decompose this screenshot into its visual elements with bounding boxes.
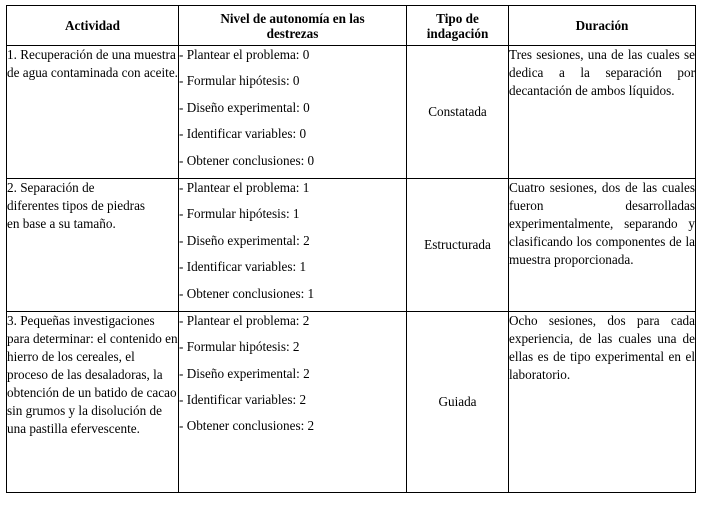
nivel-cell	[179, 311, 407, 492]
nivel-item: - Obtener conclusiones: 1	[179, 285, 315, 301]
actividad-cell: 2. Separación de diferentes tipos de piedras en base a su tamaño.	[7, 178, 179, 311]
nivel-item: - Identificar variables: 1	[179, 259, 307, 275]
header-duracion: Duración	[509, 6, 696, 46]
header-row	[7, 6, 696, 46]
table-row	[7, 178, 696, 311]
activities-table	[6, 5, 696, 493]
duracion-cell: Ocho sesiones, dos para cada experiencia, de las cuales una de ellas es de tipo experimental en el laboratorio.	[509, 311, 696, 492]
nivel-item: - Identificar variables: 2	[179, 392, 307, 408]
tipo-cell: Estructurada	[407, 178, 509, 311]
nivel-item: - Obtener conclusiones: 0	[179, 152, 315, 168]
nivel-cell	[179, 178, 407, 311]
nivel-item: - Formular hipótesis: 0	[179, 73, 300, 89]
nivel-item: - Obtener conclusiones: 2	[179, 418, 315, 434]
nivel-item: - Formular hipótesis: 2	[179, 339, 300, 355]
nivel-item: - Diseño experimental: 2	[179, 232, 310, 248]
duracion-cell: Tres sesiones, una de las cuales se dedica a la separación por decantación de ambos líquidos.	[509, 46, 696, 179]
actividad-cell: 1. Recuperación de una muestra de agua contaminada con aceite.	[7, 46, 179, 179]
header-tipo: Tipo de indagación	[407, 6, 509, 46]
nivel-item: - Plantear el problema: 2	[179, 312, 310, 328]
header-actividad: Actividad	[7, 6, 179, 46]
tipo-cell: Guiada	[407, 311, 509, 492]
nivel-item: - Diseño experimental: 2	[179, 365, 310, 381]
nivel-cell	[179, 46, 407, 179]
nivel-item: - Identificar variables: 0	[179, 126, 307, 142]
nivel-item: - Plantear el problema: 1	[179, 179, 310, 195]
nivel-item: - Formular hipótesis: 1	[179, 206, 300, 222]
duracion-cell: Cuatro sesiones, dos de las cuales fueron desarrolladas experimentalmente, separando y clasificando los componentes de la muestra proporcionada.	[509, 178, 696, 311]
nivel-item: - Diseño experimental: 0	[179, 99, 310, 115]
actividad-cell: 3. Pequeñas investigaciones para determinar: el contenido en hierro de los cereales, el proceso de las desaladoras, la obtención de un batido de cacao sin grumos y la disolución de una pastilla efervescente.	[7, 311, 179, 492]
table-row	[7, 311, 696, 492]
tipo-cell: Constatada	[407, 46, 509, 179]
header-nivel: Nivel de autonomía en las destrezas	[179, 6, 407, 46]
nivel-item: - Plantear el problema: 0	[179, 47, 310, 62]
table-row	[7, 46, 696, 179]
